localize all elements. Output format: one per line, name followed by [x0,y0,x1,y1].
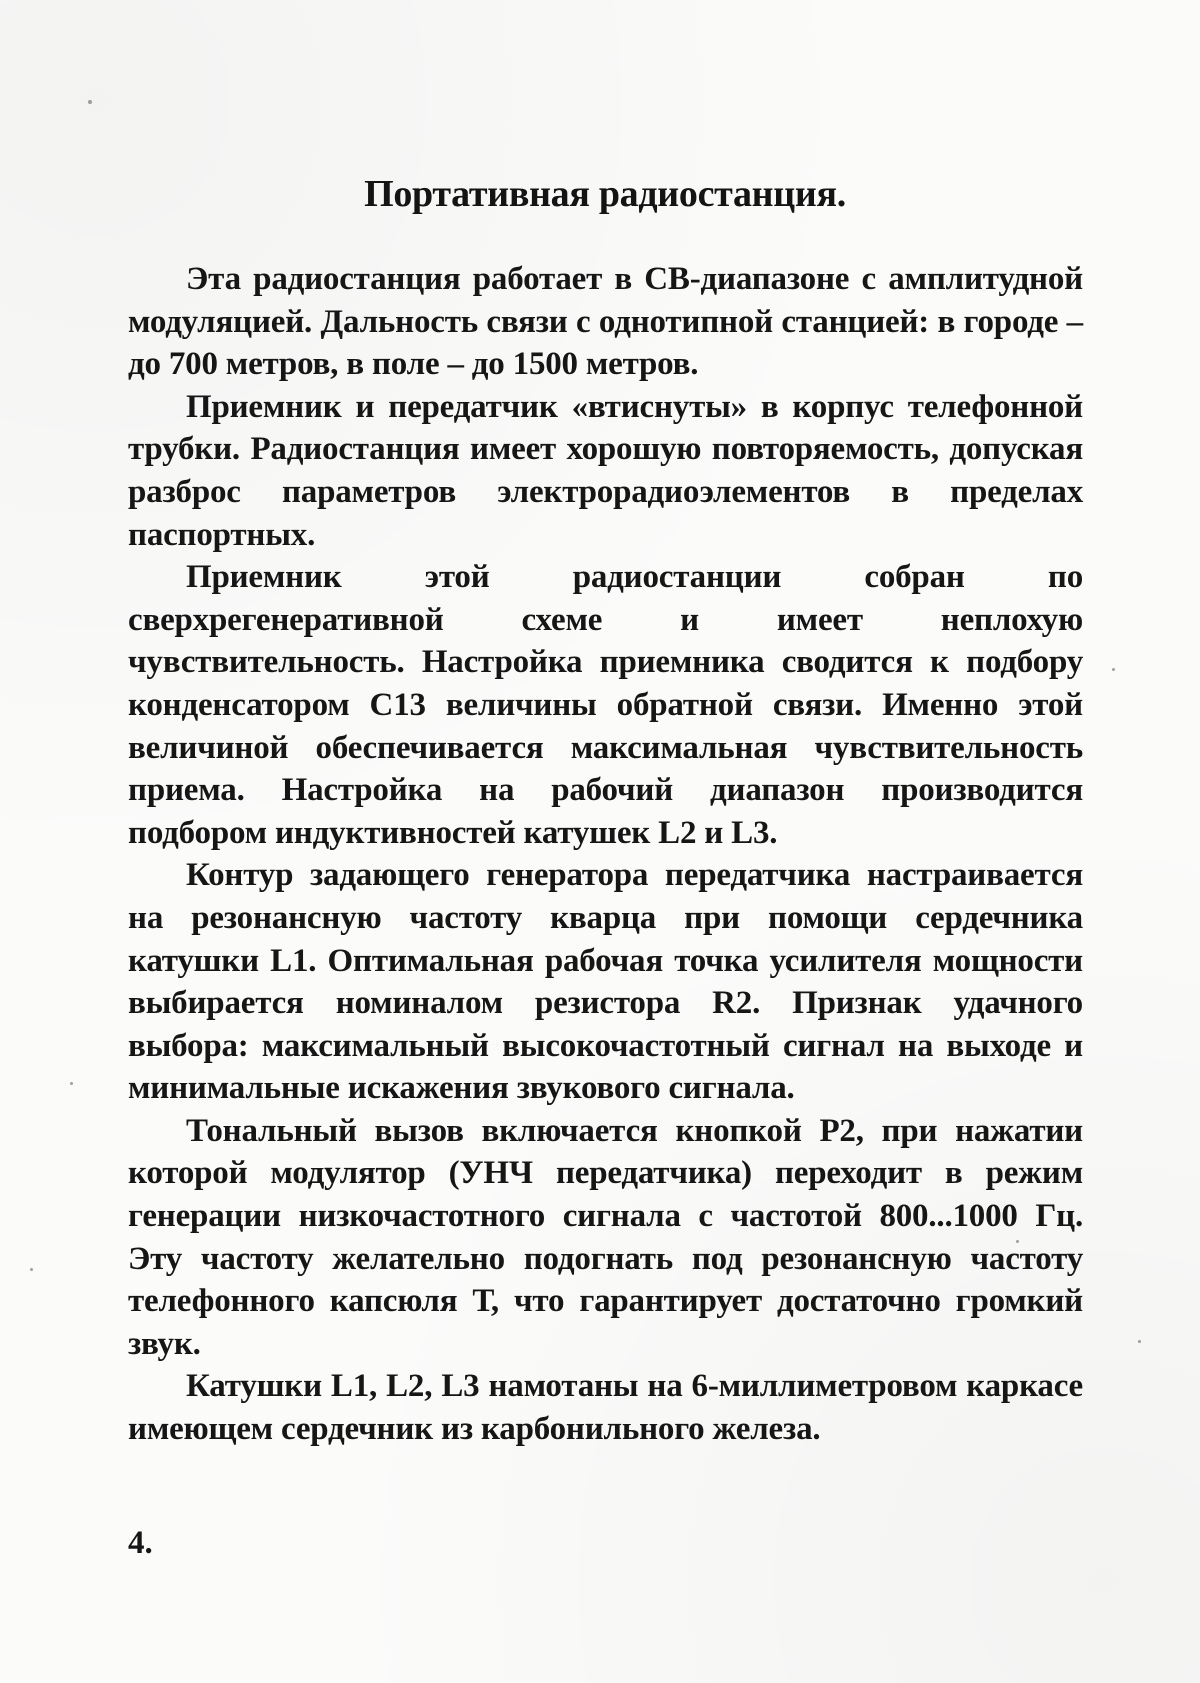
paragraph-transmitter: Контур задающего генератора передатчика настраивается на резонансную частоту кварца при помощи сердечника катушки L1. Оптимальная рабочая точка усилителя мощности выбирается номиналом резистора R2. Признак удачного выбора: максимальный высокочастотный сигнал на выходе и минимальные искажения звукового сигнала. [128,857,1083,1107]
document-body [128,258,1083,1451]
paragraph-coils: Катушки L1, L2, L3 намотаны на 6-миллиметровом каркасе имеющем сердечник из карбонильного железа. [128,1368,1083,1448]
paragraph-housing: Приемник и передатчик «втиснуты» в корпус телефонной трубки. Радиостанция имеет хорошую повторяемость, допуская разброс параметров электрорадиоэлементов в пределах паспортных. [128,388,1083,553]
scan-speck [70,1082,73,1085]
scan-speck [30,1268,33,1271]
paragraph-tone-call: Тональный вызов включается кнопкой Р2, при нажатии которой модулятор (УНЧ передатчика) переходит в режим генерации низкочастотного сигнала с частотой 800...1000 Гц. Эту частоту желательно подогнать под резонансную частоту телефонного капсюля Т, что гарантирует достаточно громкий звук. [128,1112,1083,1362]
scan-speck [1138,1340,1141,1343]
paragraph-receiver: Приемник этой радиостанции собран по сверхрегенеративной схеме и имеет неплохую чувствительность. Настройка приемника сводится к подбору конденсатором С13 величины обратной связи. Именно этой величиной обеспечивается максимальная чувствительность приема. Настройка на рабочий диапазон производится подбором индуктивностей катушек L2 и L3. [128,559,1083,851]
scan-speck [1112,668,1115,671]
page-number: 4. [128,1525,153,1561]
scan-speck [88,100,92,104]
document-title: Портативная радиостанция. [364,173,846,215]
paragraph-range: Эта радиостанция работает в СВ-диапазоне с амплитудной модуляцией. Дальность связи с однотипной станцией: в городе – до 700 метров, в поле – до 1500 метров. [128,261,1083,383]
